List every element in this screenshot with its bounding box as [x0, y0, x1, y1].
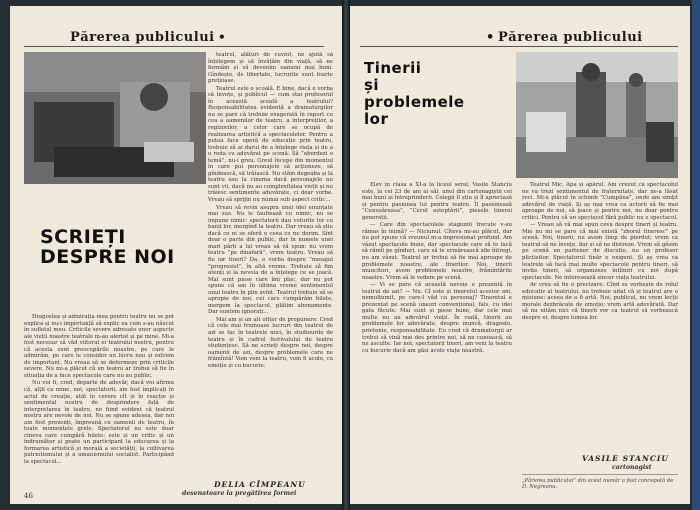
left-col1-paragraph-1: Dragostea și admirația mea pentru teatru nu se pot explica și nu-i importanță să explic ea cum s-au născut în sufletul meu. Criticile severe adresate unor aspecte ale vieții noastre teatrale m-au alertat și pe mine. Mi-a fost necesar să văd viitorul ei teatrului nostru, pentru că acesta sunt preocupările noastre, pe care le admirăm, pe care le consider un lucru nou și extrem de important. Nu vreau să se deformeze prin criticile severe. Nu mi-a plăcut că un teatru ar trebui să fie în situația de a face spectacole care nu au public. [24, 314, 174, 379]
left-page [10, 6, 342, 504]
footnote-rule [522, 474, 678, 475]
audience-photo-image [24, 52, 206, 184]
page-number: 46 [24, 492, 33, 500]
left-col1-paragraph-2: Nu voi fi, cred, departe de adevăr, dacă voi afirma că, alții ca mine, noi, spectatorii, am fost implicați în actul de creație, atât în cerere cît și în reacție și sentimentul nostru de desprindere față de interpretarea în teatru, ne fiind evident că teatrul nostru are nevoie de noi. Nu se spune adesea, dar noi am fost prezenți, împreună cu oamenii de teatru, în toate momentele grele. Spectatorul nu este doar cineva care cumpără bilete: este și un critic și un îndrumător și poate un participant la educarea și la formarea artistică și morală a societății, la cultivarea patriotismului și a umanismului socialist. Participând la spectacol... [24, 380, 174, 466]
right-header-title: Părerea publicului [498, 30, 643, 45]
left-signature-name: DELIA CÎMPEANU [214, 480, 306, 489]
right-col1-paragraph-2: — Care din spectacolele stagiunii trecute v-au rămas în inimă? — Niciunul. Cîteva mi-au plăcut, dar nu pot spune că vreunul m-a impresionat profund. Am văzut spectacole bune, dar spectacole care să te facă să rămîi pe gînduri, care să te urmărească zile întregi, nu am văzut. Teatrul ar trebui să fie mai aproape de problemele noastre, ale tinerilor. Noi, tinerii muncitori, avem problemele noastre, frămîntările noastre. Vrem să le vedem pe scenă. [362, 222, 512, 281]
left-col2-paragraph-4: Mai am și un alt ofițer de propunere: Cred că cele mai frumoase lucruri din teatrul de azi se fac în teatrele mici, în studiourile de teatru și în cadrul festivalului de teatru studențesc. Să ne scrieți despre noi, despre oamenii de azi, despre problemele care ne frămîntă! Vom veni la teatru, vom fi acolo, cu emoție și cu bucurie. [208, 316, 333, 369]
right-headline-line-1: Tinerii [364, 59, 422, 77]
right-column-2 [522, 182, 678, 442]
right-signature-name: VASILE STANCIU [582, 454, 669, 463]
right-column-1 [362, 182, 512, 482]
right-col1-paragraph-3: — Vi se pare că această nevoie e prezentă în teatrul de azi? — Nu. Cî este și tineretul acestor ani, nemulțumit, pe care-l văd ca personaj? Tineretul e prezentat pe scenă uneori convențional, fals, cu idei gata făcute. Mai sunt și piese bune, dar cele mai multe nu au adevărul vieții. În viață, tinerii au problemele lor adevărate, despre muncă, dragoste, prietenie, responsabilitate. Eu cred că dramaturgii ar trebui să vină mai des printre noi, să ne cunoască, să ne asculte. Iar noi, spectatorii tineri, am veni la teatru cu bucurie dacă am găsi acolo viața noastră. [362, 282, 512, 354]
left-col2-paragraph-3: Vreau să revin asupra unei idei enunțate mai sus. Nu le faultează cu nimic, nu se impune nimic: spectatorii dau voturile lor cu banii lor, mergînd la teatru. Dar vreau să știu dacă ce ni se oferă e ceea ce ne dorim. Sînt doar o parte din public, dar în numele unei mari părți a lui vreau să vă spun: nu vrem teatru ”pe dinafară”, vrem teatru. Vreau să fie iar tineri? Da, e vorba despre ”mesajul ”progresist”, în altă vreme. Trebuie să fim atenți și la nevoia de a înțelege ce se joacă. Mai sunt piese care îmi plac, dar nu pot spune că am în ultima vreme sentimentul unui teatru în plin avînt. Teatrul trebuie să se apropie de noi, cei care cumpărăm bilete, mergem la spectacol, plătim abonamente. Dar suntem ignorați... [208, 204, 333, 316]
header-rule [24, 46, 324, 47]
footnote: „Părerea publicului” din acest număr a fost concepută de D. Negreanu. [522, 478, 674, 491]
right-header-bullet: • [486, 30, 495, 45]
right-col2-paragraph-1: Teatrul Mic, Apa și apărul. Am crezut că spectacolul ne va trezi sentimentul de fraternitate, dar ne-a lăsat reci. Mi-a plăcut în schimb ”Cumpăna”, unde am simțit adevărul de viață. Și aș mai vrea ca actorii să fie mai aproape de noi, să joace și pentru noi, nu doar pentru critici. Pentru că un spectacol fără public nu e spectacol. [522, 182, 678, 221]
left-headline [40, 228, 175, 268]
left-header-title: Părerea publicului [70, 30, 215, 45]
right-headline-line-4: lor [364, 110, 389, 128]
right-col2-paragraph-2: — Vreau să vă mai spun ceva despre tineri și teatru. Mie nu mi se pare că mai există ”zborul tineresc” pe scenă. Noi, tinerii, nu avem timp de pierdut; vrem ca teatrul să ne învețe, dar și să ne distreze. Vrem să găsim pe scenă un partener de discuție, nu un profesor plictisitor. Spectatorul tînăr e exigent. Și aș vrea ca teatrele să facă mai multe spectacole pentru tineri, să invite tineri, să organizeze întîlniri cu noi după spectacole. Ne interesează sincer viața teatrului. [522, 222, 678, 281]
workshop-photo-image [516, 52, 678, 178]
right-signature-role: cartonagist [612, 464, 652, 471]
right-headline-line-2: și [364, 76, 380, 94]
right-headline-line-3: problemele [364, 93, 465, 111]
left-column-1 [24, 314, 174, 474]
header-bullet: • [218, 30, 227, 44]
cover-edge [692, 0, 700, 510]
left-column-2 [208, 52, 333, 482]
left-headline-line-2: DESPRE NOI [40, 245, 175, 268]
left-photo-audience [24, 52, 206, 184]
right-photo-workshop [516, 52, 678, 178]
left-headline-line-1: SCRIEȚI [40, 226, 126, 248]
right-header-rule [360, 46, 678, 47]
left-signature-role: desenatoare la pregătirea formei [182, 490, 297, 497]
right-page [350, 6, 690, 504]
right-headline [364, 60, 465, 128]
left-col2-paragraph-2: Teatrul este o școală. E bine, dacă e vorba să învețe, și publicul — cum stai profesorul în această școală a teatrului? Responsabilitatea evidentă a dramaturgilor nu se pare că trebuie exagerată în raport cu cea a oamenilor de teatru, a interpreților, a regizorilor, a celor care se ocupă de realizarea artistică a spectacolelor. Pentru a putea face operă de educație prin teatru, trebuie să ai darul de a înțelege viața și de a o reda cu adevărat pe scenă. Să ”abordezi o temă”, nu-i greu. Greul începe din momentul în care pui personajele să acționeze, să gîndească, să trăiască. Nu stăm degeaba și la teatru sau la cinema dacă personajele nu sunt vii, dacă nu au complexitatea vieții și nu trăiesc sentimente adevărate, ci doar vorbe. Vreau să sprijin nu numai sub aspect critic... [208, 85, 333, 204]
left-col2-paragraph-1: teatrul, alături de cuvînt, ne ajută să înțelegem și să învățăm din viață, să ne formăm și să devenim oameni mai buni. Gîndește, de libertate, lucrurile sunt foarte prețioase. [208, 52, 333, 85]
right-col2-paragraph-3: Ar vrea să fie o precizare. Cînd se vorbește de rolul educativ al teatrului, nu trebuie uitat că și teatrul are o misiune: aceea de a fi artă. Noi, publicul, nu vrem lecții morale dezbrăcate de emoție; vrem artă adevărată. Dar să nu uităm nici că tinerii vor ca teatrul să vorbească despre ei, despre lumea lor. [522, 282, 678, 321]
spine-gutter [342, 0, 350, 510]
right-col1-paragraph-1: Elev în clasa a XI-a la liceul seral, Vasile Stanciu este, la cei 23 de ani ai săi, unul din cartonagiștii cei mai buni ai întreprinderii. Colegii îl știu și îl apreciază și pentru pasiunea lui pentru teatru. Îl pasionează ”Cenușăreasa”, ”Cerul așteptării”, piesele tinerei generații. [362, 182, 512, 221]
